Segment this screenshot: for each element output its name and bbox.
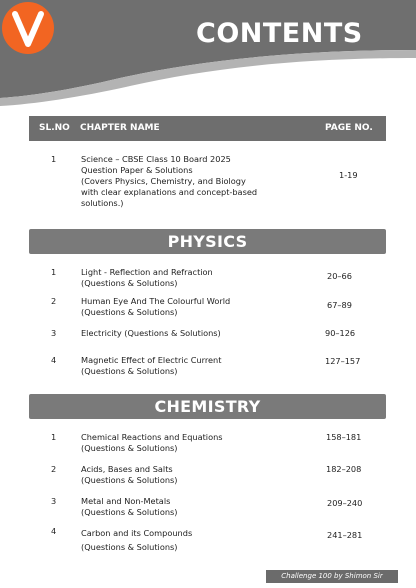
section-header-physics: PHYSICS (29, 229, 386, 254)
page-range: 1-19 (339, 170, 358, 180)
chapter-name (81, 432, 281, 454)
chapter-line: Acids, Bases and Salts (81, 464, 173, 474)
chapter-name (81, 296, 281, 318)
chapter-name (81, 496, 281, 518)
chapter-name (81, 328, 281, 339)
row-number: 1 (51, 154, 57, 164)
page-range: 182–208 (326, 464, 362, 474)
row-number: 3 (51, 328, 57, 338)
chapter-line: Light - Reflection and Refraction (81, 267, 213, 277)
chapter-line: Human Eye And The Colourful World (81, 296, 231, 306)
page-range: 209–240 (327, 498, 363, 508)
page-range: 67–89 (327, 300, 352, 310)
chapter-line: solutions.) (81, 198, 124, 208)
header-banner (0, 0, 416, 110)
v-logo-icon (0, 0, 56, 56)
page-range: 127–157 (325, 356, 361, 366)
row-number: 3 (51, 496, 57, 506)
row-number: 2 (51, 296, 57, 306)
chapter-line: with clear explanations and concept-based (81, 187, 258, 197)
chapter-line: Electricity (Questions & Solutions) (81, 328, 221, 338)
chapter-line: (Questions & Solutions) (81, 366, 178, 376)
page-header (0, 0, 416, 110)
row-number: 4 (51, 526, 57, 536)
row-number: 4 (51, 355, 57, 365)
header-sl-no: SL.NO (39, 123, 70, 133)
chapter-line: Carbon and its Compounds (81, 528, 193, 538)
row-number: 1 (51, 267, 57, 277)
page-range: 90–126 (325, 328, 356, 338)
chapter-line: Chemical Reactions and Equations (81, 432, 223, 442)
chapter-line: (Questions & Solutions) (81, 443, 178, 453)
chapter-line: (Covers Physics, Chemistry, and Biology (81, 176, 246, 186)
row-number: 2 (51, 464, 57, 474)
chapter-name (81, 464, 281, 486)
chapter-line: Magnetic Effect of Electric Current (81, 355, 222, 365)
page-range: 20–66 (327, 271, 352, 281)
chapter-line: (Questions & Solutions) (81, 307, 178, 317)
chapter-name (81, 526, 281, 554)
header-page-no: PAGE NO. (325, 123, 373, 133)
chapter-line: (Questions & Solutions) (81, 507, 178, 517)
header-chapter-name: CHAPTER NAME (80, 123, 160, 133)
chapter-name (81, 154, 281, 209)
chapter-line: (Questions & Solutions) (81, 475, 178, 485)
table-header (29, 116, 386, 141)
chapter-line: Question Paper & Solutions (81, 165, 193, 175)
chapter-name (81, 267, 281, 289)
page-range: 241–281 (327, 530, 363, 540)
chapter-line: (Questions & Solutions) (81, 278, 178, 288)
chapter-name (81, 355, 281, 377)
chapter-line: Metal and Non-Metals (81, 496, 171, 506)
page-range: 158–181 (326, 432, 362, 442)
chapter-line: Science – CBSE Class 10 Board 2025 (81, 154, 231, 164)
page-title: CONTENTS (196, 18, 363, 49)
chapter-line: (Questions & Solutions) (81, 542, 178, 552)
row-number: 1 (51, 432, 57, 442)
section-header-chemistry: CHEMISTRY (29, 394, 386, 419)
footer-tag: Challenge 100 by Shimon Sir (266, 570, 398, 583)
